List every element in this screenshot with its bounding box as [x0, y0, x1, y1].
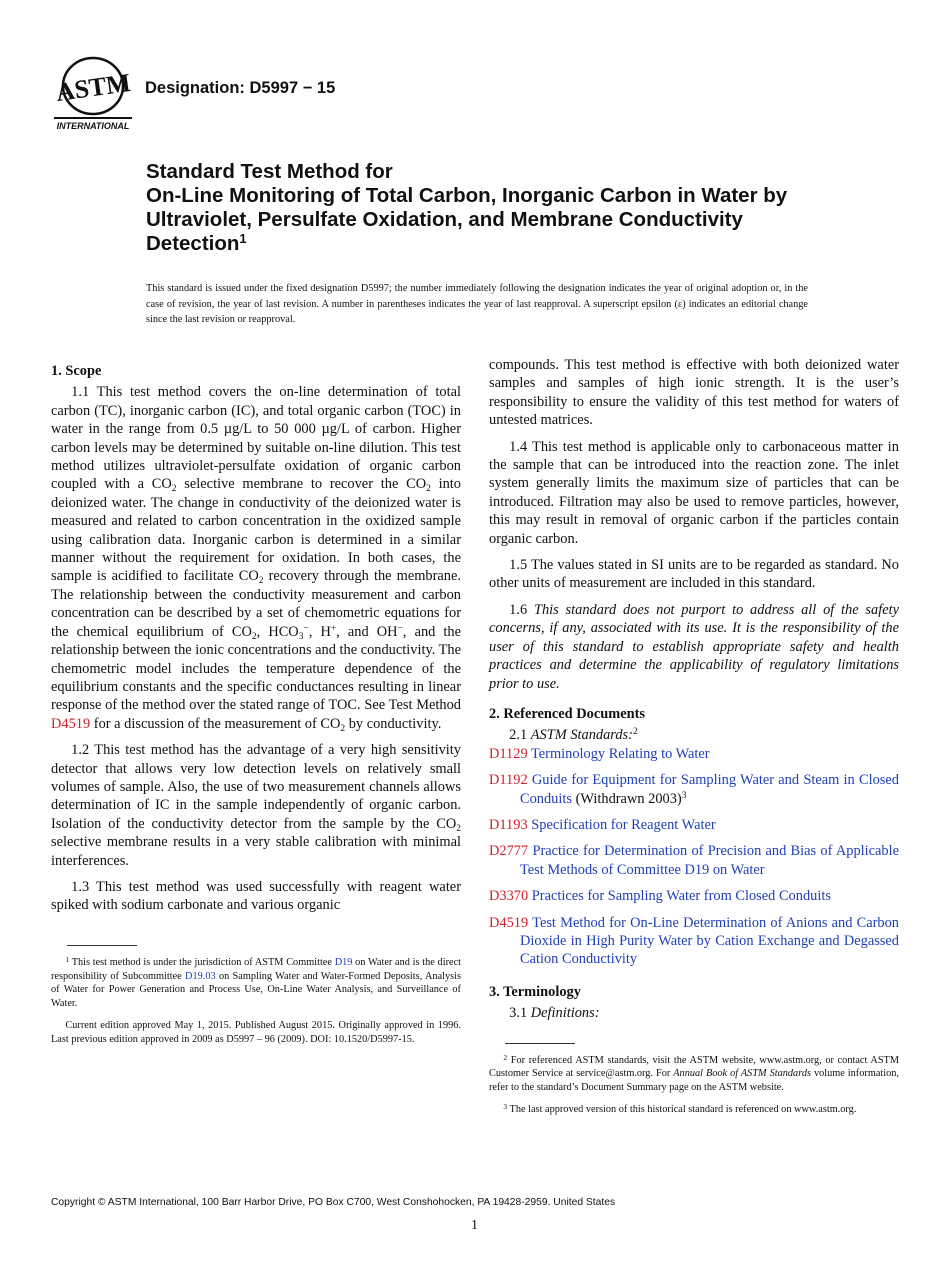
scope-para-1-1: 1.1 This test method covers the on-line determination of total carbon (TC), inorganic carbon (IC), and total organic carbon (TOC) in water in the range from 0.5 µg/L to 50 000 µg/L of carbon. Higher carbon levels may be determined by suitable on-line dilution. This test method utilizes ultraviolet-persulfate oxidation of organic carbon coupled with a $CO_2$ selective membrane to recover the $CO_2$ into deionized water. The change in conductivity of the deionized water is measured and related to carbon concentration in the oxidized sample using calibration data. Inorganic carbon is determined in a similar manner without the requirement for oxidation. In both cases, the sample is acidified to facilitate $CO_2$ recovery through the membrane. The relationship between the conductivity measurement and carbon concentration can be described by a set of chemometric equations for the chemical equilibrium of $CO_2$, $HCO_3^-$, H+, and OH−, and the relationship between the ionic concentrations and the conductivity. The chemometric model includes the temperature dependence of the equilibrium constants and the specific conductances resulting in linear response of the method over the stated range of TOC. See Test Method D4519 for a discussion of the measurement of $CO_2$ by conductivity. — [51, 384, 462, 734]
footnote-2: $^2$ For referenced ASTM standards, visit the ASTM website, www.astm.org, or contact ASTM Customer Service at service@astm.org. For Annual Book of ASTM Standards volume information, refer to the standard’s Document Summary page on the ASTM website. — [489, 1052, 899, 1094]
link-d19-03[interactable]: D19.03 — [185, 970, 216, 982]
definitions-label: 3.1 Definitions: — [509, 1005, 600, 1022]
footnote-1-edition: Current edition approved May 1, 2015. Published August 2015. Originally approved in 1996. Last previous edition approved in 2009 as D5997 – 96 (2009). DOI: 10.1520/D5997-15. — [51, 1019, 461, 1045]
footnote-1: $^1$ This test method is under the jurisdiction of ASTM Committee D19 on Water and is the direct responsibility of Subcommittee D19.03 on Sampling Water and Water-Formed Deposits, Analysis of Water for Power Generation and Process Use, On-Line Water Analysis, and Surveillance of Water. — [51, 954, 461, 1010]
ref-title[interactable]: Guide for Equipment for Sampling Water and Steam in Closed Conduits — [520, 772, 899, 807]
ref-code[interactable]: D3370 — [489, 888, 529, 905]
logo-sub: INTERNATIONAL — [56, 121, 130, 131]
left-column — [51, 356, 461, 1055]
footnote-3: $^3$ The last approved version of this historical standard is referenced on www.astm.org. — [503, 1101, 857, 1115]
references-heading: 2. Referenced Documents — [489, 705, 645, 722]
ref-code[interactable]: D1129 — [489, 745, 528, 762]
scope-para-1-4: 1.4 This test method is applicable only to carbonaceous matter in the sample that can be introduced into the reaction zone. The inlet system generally limits the maximum size of particles that can be introduced. Filtration may also be used to remove particles, however, this may result in removal of organic carbon if the particles contain organic carbon. — [489, 438, 899, 547]
scope-para-1-3-start: 1.3 This test method was used successfully with reagent water spiked with sodium carbonate and various organic — [51, 878, 461, 914]
reference-list — [489, 745, 899, 969]
scope-para-1-6: 1.6 This standard does not purport to address all of the safety concerns, if any, associated with its use. It is the responsibility of the user of this standard to establish appropriate safety and health practices and determine the applicability of regulatory limitations prior to use. — [489, 601, 899, 692]
ref-title[interactable]: Test Method for On-Line Determination of Anions and Carbon Dioxide in High Purity Water by Cation Exchange and Degassed Cation Conductivity — [520, 914, 899, 968]
ref-code[interactable]: D1192 — [489, 772, 528, 789]
title-line-1: Standard Test Method for — [146, 160, 393, 183]
designation: Designation: D5997 − 15 — [145, 79, 336, 97]
ref-title[interactable]: Terminology Relating to Water — [530, 745, 710, 762]
reference-item — [489, 816, 899, 834]
footnote-rule-right — [505, 1043, 575, 1044]
reference-item — [489, 745, 899, 763]
page-title — [146, 160, 846, 256]
ref-code[interactable]: D1193 — [489, 816, 528, 833]
page-number: 1 — [471, 1218, 478, 1233]
title-footnote-mark: 1 — [239, 231, 247, 246]
copyright-line: Copyright © ASTM International, 100 Barr Harbor Drive, PO Box C700, West Conshohocken, PA 19428-2959. United States — [51, 1197, 616, 1208]
scope-para-1-3-cont: compounds. This test method is effective with both deionized water samples and samples of high ionic strength. It is the user’s responsibility to ensure the validity of this test method for waters of untested matrices. — [489, 357, 899, 429]
astm-logo — [50, 56, 136, 136]
reference-item — [489, 914, 899, 969]
footnote-rule-left — [67, 945, 137, 946]
astm-standards-label: 2.1 ASTM Standards:$^2$ — [509, 727, 638, 744]
ref-title[interactable]: Practices for Sampling Water from Closed Conduits — [531, 888, 831, 905]
logo-letters: ASTM — [53, 67, 133, 108]
scope-para-1-5: 1.5 The values stated in SI units are to be regarded as standard. No other units of measurement are included in this standard. — [489, 557, 899, 592]
reference-item — [489, 887, 899, 905]
right-column — [489, 356, 899, 1125]
issuance-note: This standard is issued under the fixed designation D5997; the number immediately following the designation indicates the year of original adoption or, in the case of revision, the year of last revision. A number in parentheses indicates the year of last reapproval. A superscript epsilon (ε) indicates an editorial change since the last revision or reapproval. — [146, 283, 808, 325]
reference-item: D1192 Guide for Equipment for Sampling Water and Steam in Closed Conduits (Withdrawn 2003)$^3$ — [489, 772, 899, 807]
ref-title[interactable]: Practice for Determination of Precision and Bias of Applicable Test Methods of Committee D19 on Water — [520, 843, 899, 878]
scope-heading: 1. Scope — [51, 363, 102, 379]
link-d19[interactable]: D19 — [334, 956, 353, 968]
terminology-heading: 3. Terminology — [489, 983, 581, 1000]
link-d4519[interactable]: D4519 — [51, 715, 91, 732]
title-main: On-Line Monitoring of Total Carbon, Inorganic Carbon in Water by Ultraviolet, Persulfate Oxidation, and Membrane Conductivity Detection — [146, 184, 788, 255]
ref-title[interactable]: Specification for Reagent Water — [531, 816, 716, 833]
reference-item — [489, 842, 899, 879]
ref-code[interactable]: D2777 — [489, 843, 529, 860]
scope-para-1-2: 1.2 This test method has the advantage of a very high sensitivity detector that allows very low detection levels on relatively small volumes of sample. Also, the use of two measurement channels allows determination of IC in the sample independently of organic carbon. Isolation of the conductivity detector from the sample by the $CO_2$ selective membrane results in a very stable calibration with minimal interferences. — [51, 742, 461, 869]
ref-code[interactable]: D4519 — [489, 914, 529, 931]
